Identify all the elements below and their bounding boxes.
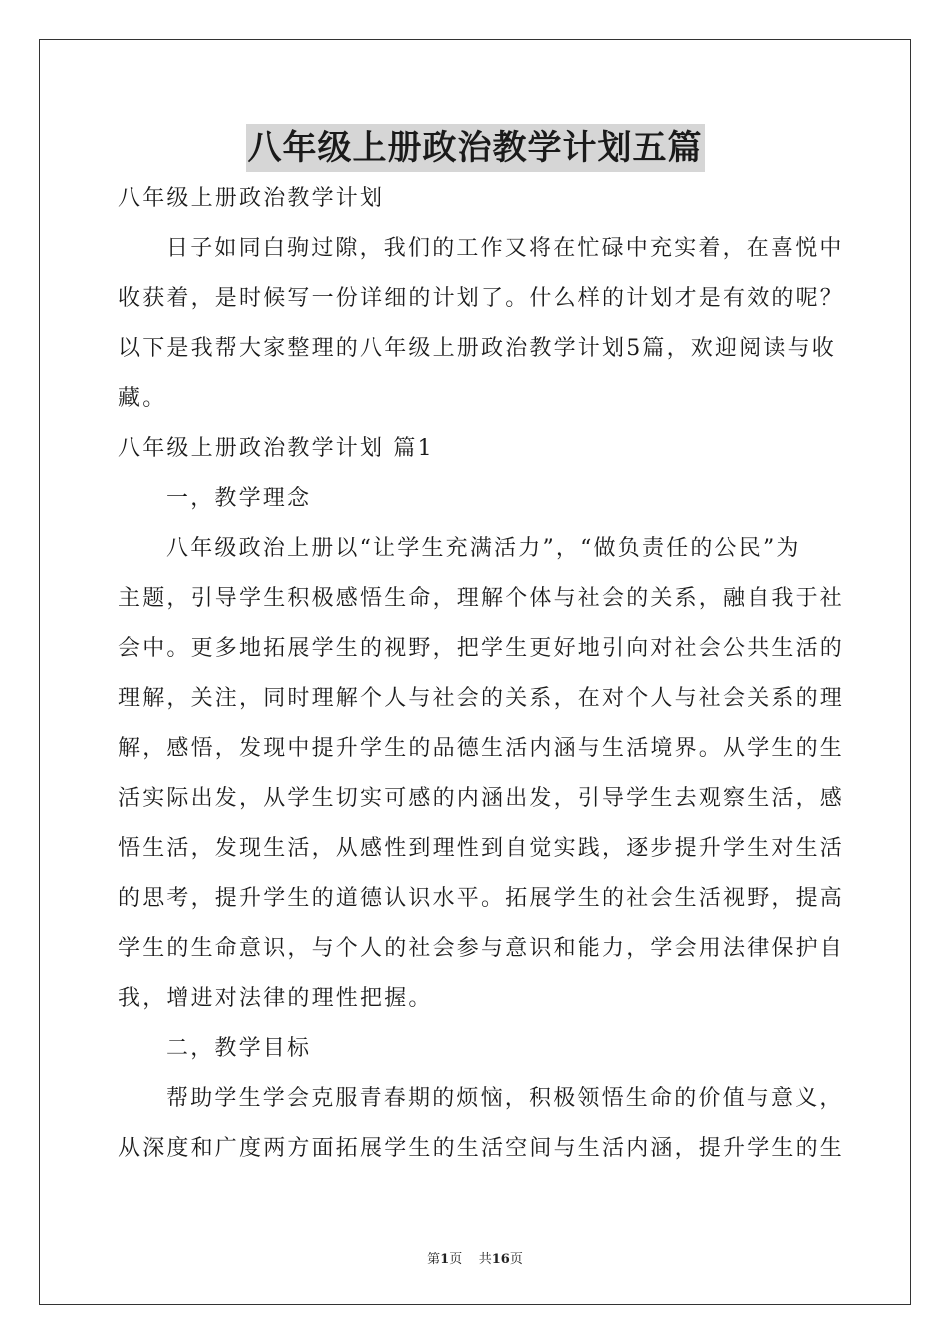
body-line: 的思考，提升学生的道德认识水平。拓展学生的社会生活视野，提高 (118, 886, 845, 911)
heading-two: 二，教学目标 (166, 1036, 312, 1061)
body-line: 我，增进对法律的理性把握。 (118, 986, 433, 1011)
footer-suffix: 页 (509, 1252, 523, 1267)
body-line: 会中。更多地拓展学生的视野，把学生更好地引向对社会公共生活的 (118, 636, 845, 661)
goal-line: 帮助学生学会克服青春期的烦恼，积极领悟生命的价值与意义， (166, 1086, 844, 1111)
heading-one: 一，教学理念 (166, 486, 312, 511)
footer-prefix: 第 (427, 1252, 441, 1267)
document-body (118, 174, 845, 1174)
body-line: 学生的生命意识，与个人的社会参与意识和能力，学会用法律保护自 (118, 936, 845, 961)
total-pages: 16 (491, 1252, 510, 1267)
body-line: 理解，关注，同时理解个人与社会的关系，在对个人与社会关系的理 (118, 686, 845, 711)
intro-line: 藏。 (118, 386, 167, 411)
subtitle: 八年级上册政治教学计划 (118, 186, 385, 211)
section-heading: 八年级上册政治教学计划 篇1 (118, 436, 434, 461)
body-line: 活实际出发，从学生切实可感的内涵出发，引导学生去观察生活，感 (118, 786, 845, 811)
title-wrap (0, 124, 950, 172)
body-line: 解，感悟，发现中提升学生的品德生活内涵与生活境界。从学生的生 (118, 736, 845, 761)
body-line: 悟生活，发现生活，从感性到理性到自觉实践，逐步提升学生对生活 (118, 836, 845, 861)
page-number: 1 (440, 1252, 450, 1267)
document-title: 八年级上册政治教学计划五篇 (246, 124, 705, 172)
intro-line: 日子如同白驹过隙，我们的工作又将在忙碌中充实着，在喜悦中 (166, 236, 844, 261)
goal-line: 从深度和广度两方面拓展学生的生活空间与生活内涵，提升学生的生 (118, 1136, 845, 1161)
page-footer (0, 1248, 950, 1267)
intro-line: 收获着，是时候写一份详细的计划了。什么样的计划才是有效的呢？ (118, 286, 845, 311)
body-line: 八年级政治上册以“让学生充满活力”，“做负责任的公民”为 (166, 536, 801, 561)
footer-mid: 页 共 (449, 1252, 492, 1267)
intro-line: 以下是我帮大家整理的八年级上册政治教学计划5篇，欢迎阅读与收 (118, 336, 836, 361)
body-line: 主题，引导学生积极感悟生命，理解个体与社会的关系，融自我于社 (118, 586, 845, 611)
